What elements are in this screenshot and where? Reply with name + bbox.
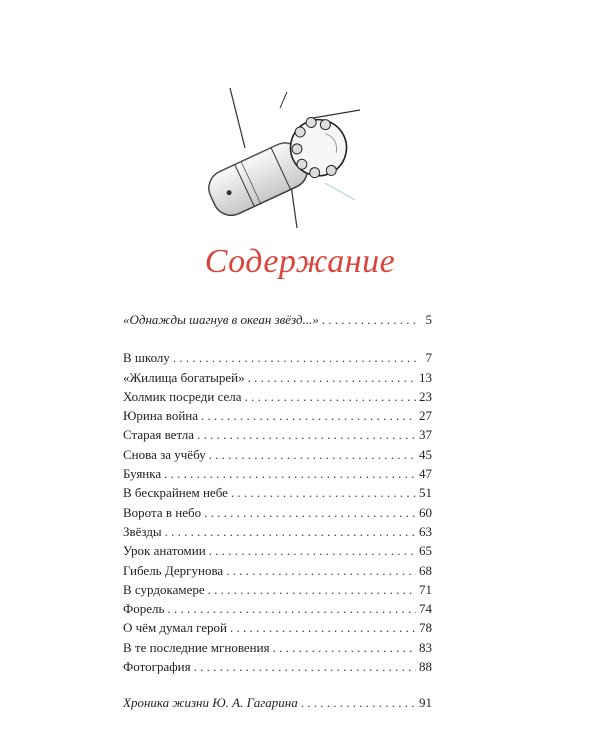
toc-entry-label: Гибель Дергунова bbox=[123, 562, 224, 578]
toc-entry-page: 7 bbox=[425, 350, 432, 366]
toc-entry-label: В бескрайнем небе bbox=[123, 485, 228, 501]
toc-entry-label: В те последние мгновения bbox=[123, 639, 270, 655]
dot-leader bbox=[201, 406, 416, 425]
toc-entry-label: Буянка bbox=[123, 466, 162, 482]
toc-entry[interactable] bbox=[123, 618, 432, 637]
dot-leader bbox=[164, 464, 416, 483]
toc-entry-label: «Однажды шагнув в океан звёзд...» bbox=[123, 312, 319, 327]
toc-entry-page: 13 bbox=[419, 369, 432, 385]
toc-entry-page: 23 bbox=[419, 388, 432, 404]
toc-entry-page: 74 bbox=[419, 601, 432, 617]
dot-leader bbox=[248, 368, 416, 387]
toc-entry-label: Юрина война bbox=[123, 408, 199, 424]
spacer bbox=[123, 329, 432, 348]
toc-entry[interactable] bbox=[123, 638, 432, 657]
toc-entry[interactable] bbox=[123, 599, 432, 618]
toc-entry-appendix[interactable] bbox=[123, 693, 432, 712]
dot-leader bbox=[209, 445, 416, 464]
toc-entry[interactable] bbox=[123, 561, 432, 580]
dot-leader bbox=[165, 522, 416, 541]
toc-entry-page: 71 bbox=[419, 581, 432, 597]
dot-leader bbox=[231, 483, 416, 502]
toc-entry-label: Холмик посреди села bbox=[123, 388, 242, 404]
toc-entry-page: 78 bbox=[419, 620, 432, 636]
toc-entry-page: 63 bbox=[419, 523, 432, 539]
dot-leader bbox=[230, 618, 416, 637]
toc-entry[interactable] bbox=[123, 368, 432, 387]
dot-leader bbox=[245, 387, 416, 406]
page-title: Содержание bbox=[204, 243, 396, 280]
toc-entry-page: 65 bbox=[419, 543, 432, 559]
toc-entry-page: 5 bbox=[425, 312, 432, 327]
toc-entry-page: 68 bbox=[419, 562, 432, 578]
dot-leader bbox=[194, 657, 416, 676]
toc-entry-page: 88 bbox=[419, 659, 432, 675]
toc-entry-label: Форель bbox=[123, 601, 165, 617]
dot-leader bbox=[204, 503, 416, 522]
chapter-list bbox=[123, 348, 432, 676]
toc-entry-label: «Жилища богатырей» bbox=[123, 369, 245, 385]
toc-entry-label: Старая ветла bbox=[123, 427, 195, 443]
toc-entry-label: Урок анатомии bbox=[123, 543, 206, 559]
toc-entry[interactable] bbox=[123, 425, 432, 444]
toc-entry[interactable] bbox=[123, 657, 432, 676]
toc-entry[interactable] bbox=[123, 503, 432, 522]
toc-entry-page: 45 bbox=[419, 446, 432, 462]
toc-entry[interactable] bbox=[123, 387, 432, 406]
spacer bbox=[123, 676, 432, 693]
toc-entry-page: 83 bbox=[419, 639, 432, 655]
toc-entry-label: В сурдокамере bbox=[123, 581, 205, 597]
toc-entry-label: Звёзды bbox=[123, 523, 162, 539]
toc-entry-page: 91 bbox=[419, 695, 432, 711]
toc-entry[interactable] bbox=[123, 522, 432, 541]
toc-entry[interactable] bbox=[123, 483, 432, 502]
dot-leader bbox=[226, 561, 416, 580]
dot-leader bbox=[322, 310, 417, 329]
toc-entry[interactable] bbox=[123, 580, 432, 599]
toc-entry[interactable] bbox=[123, 406, 432, 425]
toc-entry[interactable] bbox=[123, 348, 432, 367]
dot-leader bbox=[167, 599, 416, 618]
toc-entry-label: Снова за учёбу bbox=[123, 446, 206, 462]
dot-leader bbox=[209, 541, 416, 560]
toc-entry-page: 37 bbox=[419, 427, 432, 443]
toc-entry-page: 60 bbox=[419, 504, 432, 520]
dot-leader bbox=[173, 348, 417, 367]
dot-leader bbox=[301, 693, 416, 712]
toc-entry-page: 51 bbox=[419, 485, 432, 501]
toc-entry-page: 27 bbox=[419, 408, 432, 424]
toc-entry[interactable] bbox=[123, 445, 432, 464]
toc-entry-label: Ворота в небо bbox=[123, 504, 202, 520]
table-of-contents bbox=[123, 310, 432, 713]
toc-entry[interactable] bbox=[123, 464, 432, 483]
spacecraft-illustration bbox=[185, 88, 375, 238]
toc-entry-page: 47 bbox=[419, 466, 432, 482]
toc-entry-label: В школу bbox=[123, 350, 170, 366]
dot-leader bbox=[208, 580, 416, 599]
dot-leader bbox=[197, 425, 416, 444]
toc-entry-label: Фотография bbox=[123, 659, 191, 675]
toc-entry-label: Хроника жизни Ю. А. Гагарина bbox=[123, 695, 298, 711]
dot-leader bbox=[273, 638, 416, 657]
toc-entry[interactable] bbox=[123, 541, 432, 560]
toc-entry-label: О чём думал герой bbox=[123, 620, 228, 636]
toc-entry-intro[interactable] bbox=[123, 310, 432, 329]
